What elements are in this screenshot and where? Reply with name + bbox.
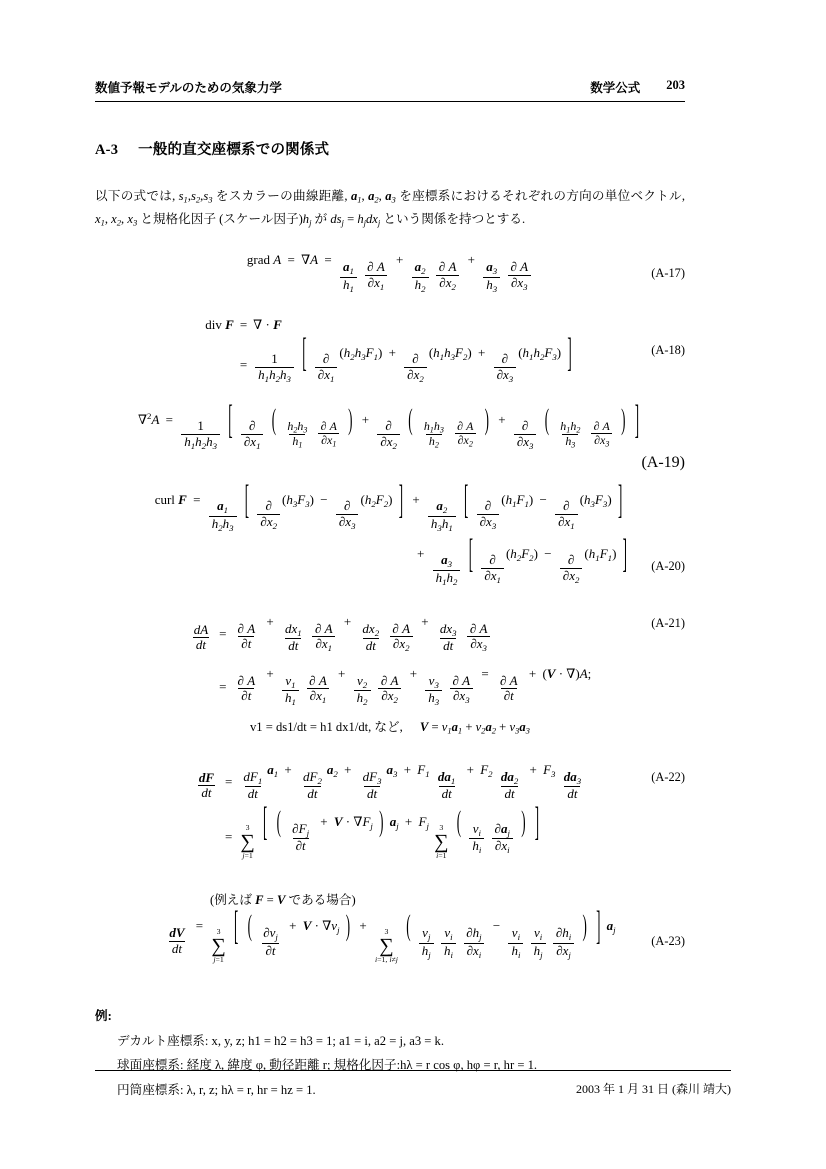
example-item-cylindrical: 円筒座標系: λ, r, z; hλ = r, hr = hz = 1.: [117, 1082, 316, 1097]
page-number: 203: [666, 78, 685, 92]
equation-a17: [95, 252, 685, 294]
equation-a21-note: v1 = ds1/dt = h1 dx1/dt, など, $V = v_1a_1 + v_2a_2 + v_3a_3$: [250, 720, 530, 736]
equation-a21-note-text: v1 = ds1/dt = h1 dx1/dt, など,: [250, 720, 403, 735]
example-item-cartesian: デカルト座標系: x, y, z; h1 = h2 = h3 = 1; a1 = i, a2 = j, a3 = k.: [117, 1033, 444, 1048]
equation-a20-body: curl F = $\frac{a_1}{h_2h_3}$ [ $\frac{\partial}{\partial x_2}$ $(h_3F_3)$ − $\frac{\partial}{\partial x_3}$ $(h_2F_2)$ ] + $\frac{a_2}{h_3h_1}$ [ $\frac{\partial}{\partial x_3}$ $(h_1F_1)$ − $\frac{\partial}{\partial x_1}$ $(h_3F_3)$ ]: [154, 474, 623, 533]
equation-a19-tag: (A-19): [641, 453, 685, 471]
section-heading: [95, 138, 685, 159]
equation-a20-cont: [95, 528, 685, 588]
footer-date: 2003 年 1 月 31 日 (森川 靖大): [576, 1082, 731, 1096]
equation-a18-body: div F = ∇ · F = $\frac{1}{h_1h_2h_3}$ [ $\frac{\partial}{\partial x_1}$ $(h_2h_3F_1)$ + $\frac{\partial}{\partial x_2}$ $(h_1h_3F_2)$ + $\frac{\partial}{\partial x_3}$ $(h_1h_2F_3)$ ]: [205, 316, 572, 384]
equation-a19: [95, 394, 685, 452]
equation-a22-tag: (A-22): [651, 769, 685, 784]
equation-a23-note: (例えば F = V である場合): [210, 893, 356, 908]
equation-a23-body: $\frac{dV}{dt}$ = 3 ∑ j=1 [ ( $\frac{\partial v_j}{\partial t}$ + $V \cdot \nabla v_j$ ) + 3 ∑ i=1, i≠j ( $\frac{v_j}{h_j}$ $\frac{v_i}{h_i}$ $\frac{\partial h_j}{\partial x_i}$ − $\frac{v_i}{h_i}$ $\frac{v_i}{h_j}$ $\frac{\partial h_i}{\partial x_j}$ ) ] $a_j$: [169, 901, 616, 965]
equation-a23: [95, 901, 685, 965]
examples-label: 例:: [95, 1009, 112, 1024]
example-item-spherical: 球面座標系: 経度 λ, 緯度 φ, 動径距離 r; 規格化因子:hλ = r cos φ, hφ = r, hr = 1.: [117, 1058, 538, 1073]
running-head: [95, 78, 685, 102]
equation-a21-tag: (A-21): [651, 615, 685, 630]
page-content: [95, 78, 685, 1102]
section-title-text: 一般的直交座標系での関係式: [138, 142, 330, 158]
equation-a21: [95, 614, 685, 708]
equation-a22-body: $\frac{dF}{dt}$ = $\frac{dF_1}{dt}$ $a_1$ + $\frac{dF_2}{dt}$ $a_2$ + $\frac{dF_3}{dt}$ $a_3 + F_1$ $\frac{da_1}{dt}$ + $F_2$ $\frac{da_2}{dt}$ + $F_3$ $\frac{da_3}{dt}$ = 3 ∑ j=1 [ ( $\frac{\partial F_j}{\partial t}$ + $V \cdot \nabla F_j$ ) $a_j + F_j$ 3 ∑ i=1 ( $\frac{v_i}{h_i}$ $\frac{\partial a_j}{\partial x_i}$ ) ]: [198, 761, 582, 860]
section-number: A-3: [95, 142, 119, 158]
equation-a20-tag: (A-20): [651, 559, 685, 574]
running-head-title: 数値予報モデルのための気象力学: [95, 81, 282, 95]
equation-a17-tag: (A-17): [651, 266, 685, 281]
equation-a20: [95, 474, 685, 534]
equation-a18-tag: (A-18): [651, 343, 685, 358]
equation-a23-tag: (A-23): [651, 933, 685, 948]
equation-a18: [95, 317, 685, 385]
equation-a17-body: grad A = ∇A = $\frac{a_1}{h_1}$ $\frac{\partial A}{\partial x_1}$ + $\frac{a_2}{h_2}$ $\frac{\partial A}{\partial x_2}$ + $\frac{a_3}{h_3}$ $\frac{\partial A}{\partial x_3}$: [247, 252, 533, 294]
equation-a19-body: ∇$^2$A = $\frac{1}{h_1h_2h_3}$ [ $\frac{\partial}{\partial x_1}$ ( $\frac{h_2h_3}{h_1}$ $\frac{\partial A}{\partial x_1}$ ) + $\frac{\partial}{\partial x_2}$ ( $\frac{h_1h_3}{h_2}$ $\frac{\partial A}{\partial x_2}$ ) + $\frac{\partial}{\partial x_3}$ ( $\frac{h_1h_2}{h_3}$ $\frac{\partial A}{\partial x_3}$ ) ]: [137, 394, 640, 451]
page-footer: [95, 1070, 731, 1097]
equation-a20-cont-body: + $\frac{a_3}{h_1h_2}$ [ $\frac{\partial}{\partial x_1}$ $(h_2F_2)$ − $\frac{\partial}{\partial x_2}$ $(h_1F_1)$ ]: [417, 528, 627, 587]
equation-a22: [95, 762, 685, 860]
equation-a19-tagrow: [95, 452, 685, 472]
running-head-section: 数学公式: [590, 81, 641, 95]
intro-paragraph: 以下の式では, $s_1,s_2,s_3$ をスカラーの曲線距離, $a_1$, $a_2$, $a_3$ を座標系におけるそれぞれの方向の単位ベクトル, $x_1$, $x_2$, $x_3$ と規格化因子 (スケール因子)$h_j$ が $ds_j = h_jdx_j$ という関係を持つとする.: [95, 189, 686, 228]
equation-a21-body: $\frac{dA}{dt}$ = $\frac{\partial A}{\partial t}$ + $\frac{dx_1}{dt}$ $\frac{\partial A}{\partial x_1}$ + $\frac{dx_2}{dt}$ $\frac{\partial A}{\partial x_2}$ + $\frac{dx_3}{dt}$ $\frac{\partial A}{\partial x_3}$ = $\frac{\partial A}{\partial t}$ + $\frac{v_1}{h_1}$ $\frac{\partial A}{\partial x_1}$ + $\frac{v_2}{h_2}$ $\frac{\partial A}{\partial x_2}$ + $\frac{v_3}{h_3}$ $\frac{\partial A}{\partial x_3}$ = $\frac{\partial A}{\partial t}$ + (V · ∇)A;: [193, 613, 592, 708]
running-head-right: [590, 78, 685, 96]
